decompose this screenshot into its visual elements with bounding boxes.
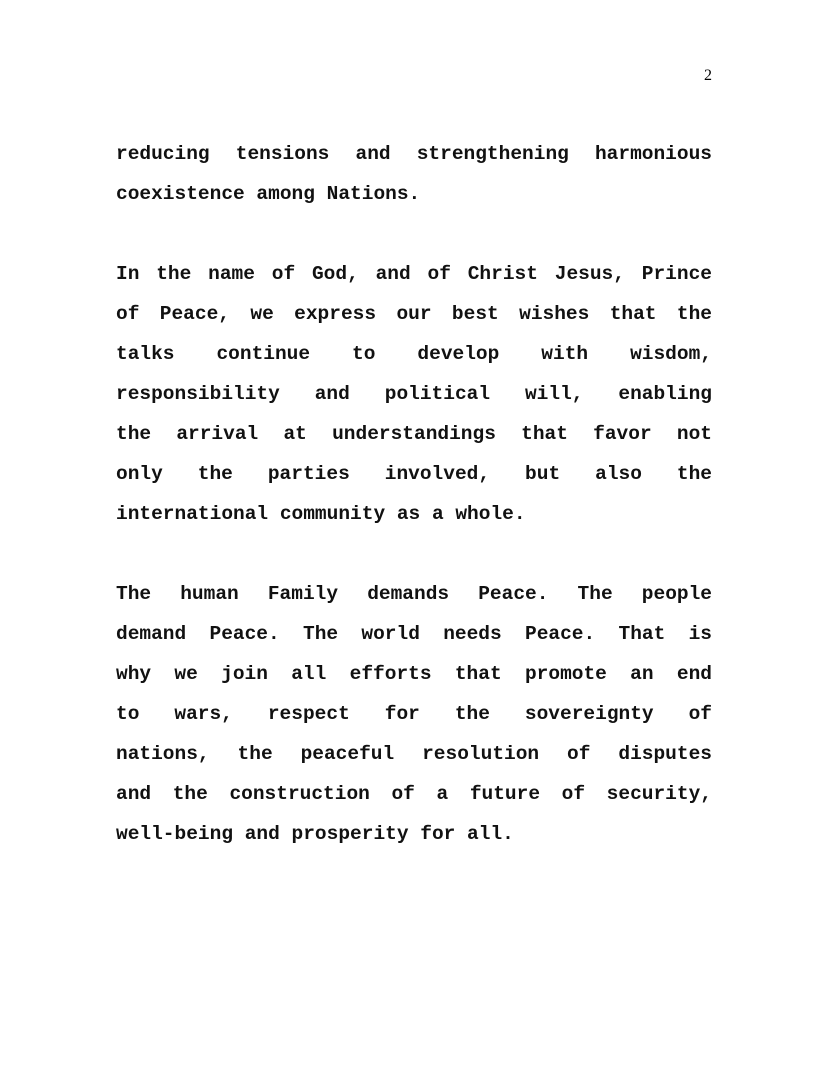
- text-line: responsibility and political will, enabling: [116, 383, 712, 405]
- text-line: to wars, respect for the sovereignty of: [116, 703, 712, 725]
- text-line: well-being and prosperity for all.: [116, 823, 514, 845]
- text-line: international community as a whole.: [116, 503, 526, 525]
- page-number: 2: [704, 67, 712, 84]
- text-line: only the parties involved, but also the: [116, 463, 712, 485]
- text-line: the arrival at understandings that favor not: [116, 423, 712, 445]
- text-line: talks continue to develop with wisdom,: [116, 343, 712, 365]
- text-line: In the name of God, and of Christ Jesus, Prince: [116, 263, 712, 285]
- text-line: reducing tensions and strengthening harmonious: [116, 143, 712, 165]
- paragraph-1: [116, 134, 712, 214]
- document-body: [116, 134, 712, 854]
- paragraph-2: [116, 254, 712, 534]
- text-line: demand Peace. The world needs Peace. That is: [116, 623, 712, 645]
- text-line: coexistence among Nations.: [116, 183, 421, 205]
- text-line: why we join all efforts that promote an end: [116, 663, 712, 685]
- text-line: of Peace, we express our best wishes that the: [116, 303, 712, 325]
- paragraph-3: [116, 574, 712, 854]
- text-line: and the construction of a future of security,: [116, 783, 712, 805]
- text-line: The human Family demands Peace. The people: [116, 583, 712, 605]
- text-line: nations, the peaceful resolution of disputes: [116, 743, 712, 765]
